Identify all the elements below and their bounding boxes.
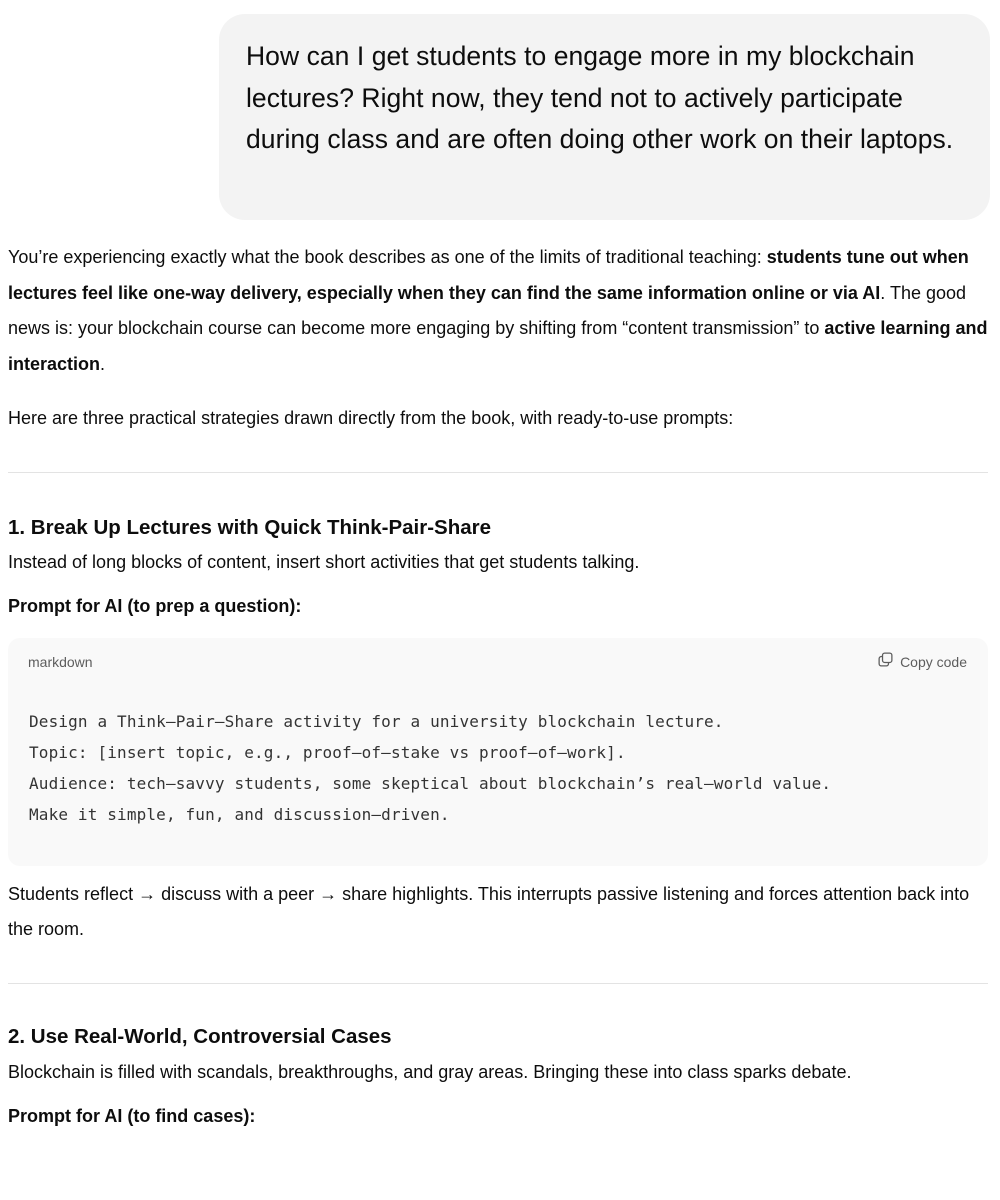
code-line: Audience: tech–savvy students, some skeptical about blockchain’s real–world value. xyxy=(29,773,832,793)
intro-bold-2: active learning and interaction xyxy=(8,318,988,374)
section-2-prompt-label: Prompt for AI (to find cases): xyxy=(8,1105,256,1126)
code-line: Topic: [insert topic, e.g., proof–of–stake vs proof–of–work]. xyxy=(29,742,626,762)
intro-paragraph xyxy=(8,240,990,382)
section-2-description: Blockchain is filled with scandals, breakthroughs, and gray areas. Bringing these into class sparks debate. xyxy=(8,1061,852,1082)
assistant-response xyxy=(8,240,990,1129)
code-content xyxy=(29,706,831,830)
code-language-label: markdown xyxy=(28,653,93,670)
intro-text-3: . xyxy=(100,353,106,374)
section-1-prompt-label: Prompt for AI (to prep a question): xyxy=(8,595,302,616)
copy-icon xyxy=(877,651,894,673)
section-1-followup: Students reflect → discuss with a peer → share highlights. This interrupts passive listening and forces attention back into the room. xyxy=(8,883,970,939)
code-line: Make it simple, fun, and discussion–driven. xyxy=(29,804,450,824)
code-line: Design a Think–Pair–Share activity for a university blockchain lecture. xyxy=(29,711,724,731)
intro-text-2: . The good news is: your blockchain course can become more engaging by shifting from “content transmission” to xyxy=(8,282,967,338)
section-1-title: 1. Break Up Lectures with Quick Think-Pair-Share xyxy=(8,515,492,539)
copy-code-button[interactable] xyxy=(877,651,967,673)
copy-code-label: Copy code xyxy=(900,653,967,670)
section-2-title: 2. Use Real-World, Controversial Cases xyxy=(8,1024,392,1048)
user-message-bubble xyxy=(219,14,990,220)
user-message-text: How can I get students to engage more in my blockchain lectures? Right now, they tend not to actively participate during class and are often doing other work on their laptops. xyxy=(246,41,954,154)
code-block xyxy=(8,638,988,866)
divider xyxy=(8,983,988,984)
strategies-intro: Here are three practical strategies drawn directly from the book, with ready-to-use prompts: xyxy=(8,408,734,428)
divider xyxy=(8,472,988,473)
intro-text-1: You’re experiencing exactly what the book describes as one of the limits of traditional teaching: xyxy=(8,247,767,267)
section-1-description: Instead of long blocks of content, insert short activities that get students talking. xyxy=(8,551,640,572)
intro-bold-1: students tune out when lectures feel like one-way delivery, especially when they can find the same information online or via AI xyxy=(8,247,969,303)
